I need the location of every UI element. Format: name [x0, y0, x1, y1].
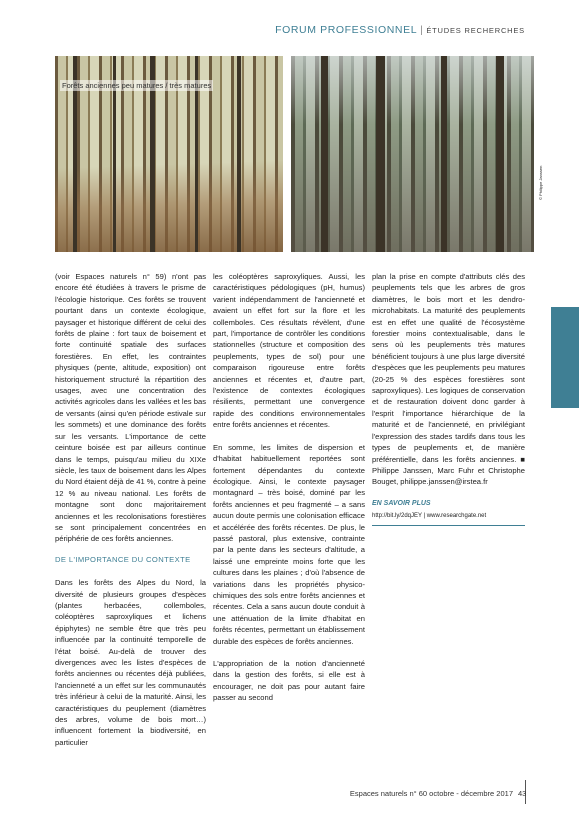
- header-separator: |: [420, 25, 424, 36]
- page-number: 43: [518, 789, 527, 798]
- section-title: FORUM PROFESSIONNEL: [275, 24, 418, 36]
- subsection-title: ÉTUDES RECHERCHES: [426, 26, 525, 35]
- paragraph: En somme, les limites de dispersion et d'habitat habituellement reportées sont fortement dépendantes du contexte écologique. Ainsi, le contexte paysager montagnard – très boisé, dominé par les forêts anciennes et peu fragmenté – a sans aucun doute permis une colonisation efficace et accélérée des forêts récentes. De plus, le passé pastoral, plus extensive, contrainte par la pente dans les secteurs d'altitude, a laissé une empreinte moins forte que les cultures dans les plaines ; d'où l'absence de variations dans les propriétés physico-chimiques des sols entre forêts anciennes et récentes. Cela a sans aucun doute conduit à une atténuation de la limite d'habitat en forêts récentes, permettant un établissement durable des espèces de forêts anciennes.: [213, 442, 365, 646]
- section-heading: DE L'IMPORTANCE DU CONTEXTE: [55, 554, 191, 564]
- section-tab: [551, 307, 579, 408]
- page-header: [275, 24, 525, 36]
- more-info-link[interactable]: http://bit.ly/2dqJEY | www.researchgate.net: [372, 511, 525, 525]
- more-info-title: EN SAVOIR PLUS: [372, 499, 431, 507]
- paragraph: L'appropriation de la notion d'ancienneté dans la gestion des forêts, si elle est à encourager, ne doit pas pour autant faire passer au second: [213, 659, 365, 703]
- text-column-1: [55, 271, 206, 748]
- paragraph: les coléoptères saproxyliques. Aussi, les caractéristiques pédologiques (pH, humus) varient indépendamment de l'ancienneté et avaient un effet fort sur la flore et les collemboles. Ces résultats révèlent, d'une part, l'importance de contrôler les conditions stationnelles (structure et composition des peuplements, types de sol) pour une comparaison rigoureuse entre forêts anciennes et récentes et, d'autre part, l'existence de contextes écologiques résilients, permettant une convergence rapide des conditions environnementales entre forêts anciennes et récentes.: [213, 272, 365, 430]
- footer-issue: Espaces naturels n° 60 octobre - décembre 2017: [349, 789, 513, 798]
- photo-forest-mature: [291, 56, 534, 252]
- paragraph: (voir Espaces naturels n° 59) n'ont pas encore été étudiées à travers le prisme de l'écologie historique. Ces forêts se trouvent pourtant dans un contexte écologique, paysager et historique différent de celui des forêts de plaine : fort taux de boisement et forte continuité spatiale des surfaces forestières. En effet, les contraintes physiques (pente, altitude, exposition) ont historiquement structuré la répartition des usages, avec une concentration des activités agricoles dans les vallées et les bas de versants (ainsi qu'en période estivale sur les sommets) et une dominance des forêts sur les versants. L'importance de cette ceinture boisée est par ailleurs continue dans le temps, puisqu'au milieu du XIXe siècle, les taux de boisement dans les Alpes du Nord étaient déjà de 41 %, contre à peine 12 % au niveau national. Les forêts de montagne sont donc majoritairement anciennes et les recolonisations forestières se sont principalement concentrées en périphérie de ces forêts anciennes.: [55, 272, 206, 544]
- photo-caption: Forêts anciennes peu matures / très matures: [62, 81, 212, 90]
- text-column-2: [213, 271, 365, 704]
- paragraph: plan la prise en compte d'attributs clés des peuplements tels que les arbres de gros diamètres, le bois mort et les dendro-microhabitats. La maturité des peuplements est en effet une qualité de l'écosystème forestier moins contextualisable, dans le sens où les peuplements très matures bénéficient toujours à une plus large diversité d'espèces que les peuplements peu matures (20-25 % des espèces forestières sont saproxyliques). Les logiques de conservation et de restauration doivent donc garder à l'esprit l'importance hiérarchique de la maturité et de l'ancienneté, en privilégiant l'expression des stades tardifs dans tous les types de peuplements et, de manière préférentielle, dans les forêts anciennes. ■ Philippe Janssen, Marc Fuhr et Christophe Bouget, philippe.janssen@irstea.fr: [372, 272, 525, 487]
- paragraph: Dans les forêts des Alpes du Nord, la diversité de plusieurs groupes d'espèces (plantes herbacées, collemboles, coléoptères saproxyliques et lichens épiphytes) ne semble être que très peu influencée par la continuité temporelle de l'état boisé. Au-delà de trouver des divergences avec les listes d'espèces de forêts anciennes ou récentes déjà publiées, l'ancienneté a un effet sur les communautés très inférieur à celui de la maturité. Ainsi, les caractéristiques du peuplement (diamètres des arbres, volume de bois mort…) influencent fortement la biodiversité, en particulier: [55, 578, 206, 747]
- text-column-3: [372, 271, 525, 526]
- photo-credit: © Philippe Janssen: [538, 165, 543, 200]
